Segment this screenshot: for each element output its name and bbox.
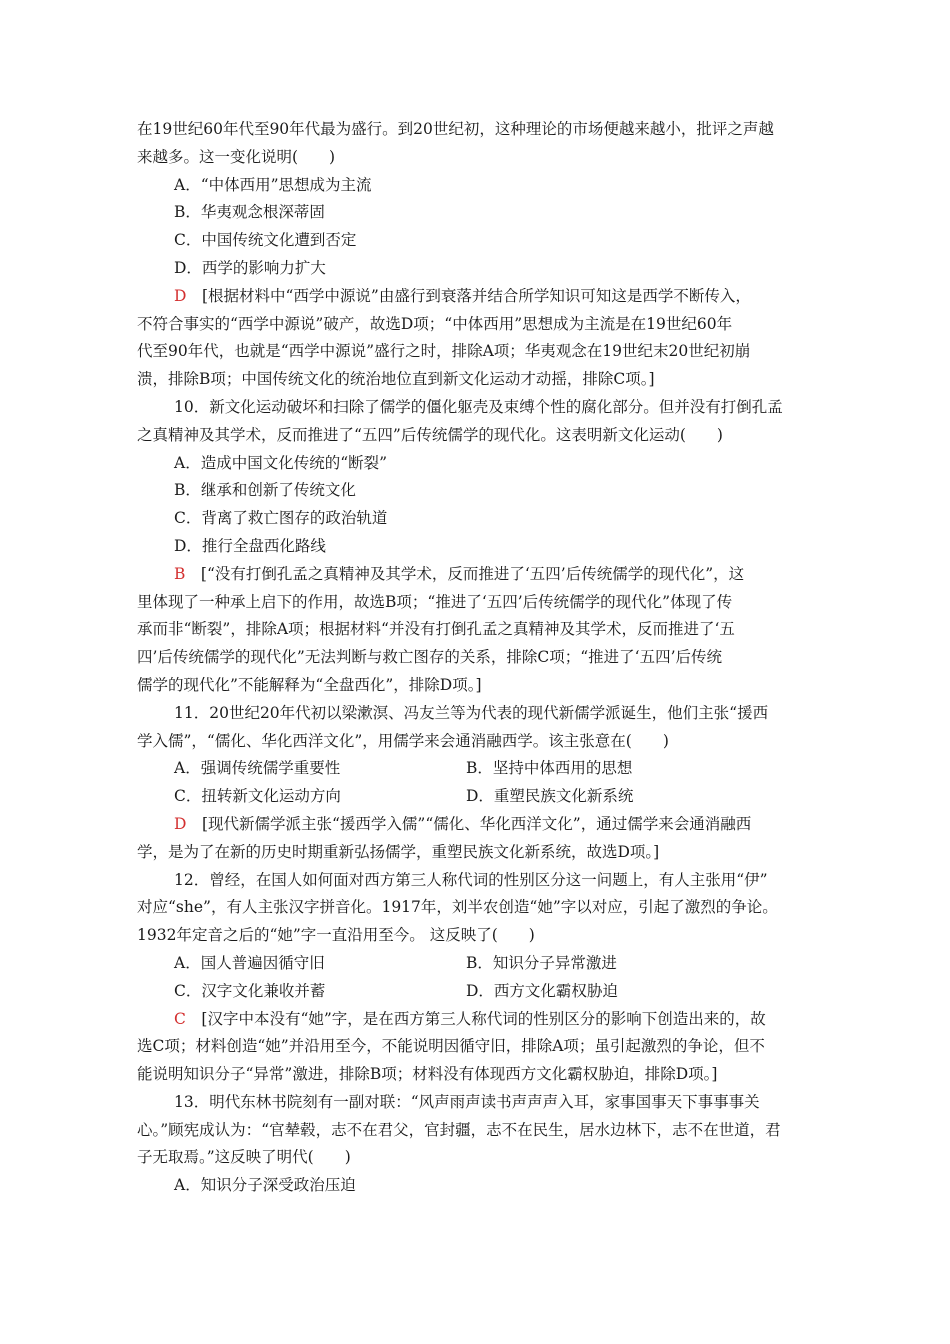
explanation-line: 四’后传统儒学的现代化”无法判断与救亡图存的关系，排除C项；“推进了‘五四’后传统 [137,648,722,667]
option-d: D．推行全盘西化路线 [174,536,326,555]
option-d: D．西学的影响力扩大 [174,258,326,277]
explanation-line: D [根据材料中“西学中源说”由盛行到衰落并结合所学知识可知这是西学不断传入， [174,286,751,305]
option-a: A．“中体西用”思想成为主流 [174,175,372,194]
question-11 [137,700,827,867]
question-stem-line: 在19世纪60年代至90年代最为盛行。到20世纪初，这种理论的市场便越来越小，批评之声越 [137,120,774,138]
explanation-line: 选C项；材料创造“她”并沿用至今，不能说明因循守旧，排除A项；虽引起激烈的争论，但不 [137,1037,765,1056]
explanation-line: 不符合事实的“西学中源说”破产，故选D项；“中体西用”思想成为主流是在19世纪60年 [137,314,733,333]
document-page [137,116,827,1200]
explanation-line: B [“没有打倒孔孟之真精神及其学术，反而推进了‘五四’后传统儒学的现代化”，这 [174,564,745,583]
question-stem-line: 对应“she”，有人主张汉字拼音化。1917年，刘半农创造“她”字以对应，引起了激烈的争论。 [137,898,778,917]
answer-letter: D [174,286,187,305]
question-stem-line: 学入儒”，“儒化、华化西洋文化”，用儒学来会通消融西学。该主张意在( ) [137,731,669,750]
answer-letter: C [174,1009,186,1028]
explanation-line: 承而非“断裂”，排除A项；根据材料“并没有打倒孔孟之真精神及其学术，反而推进了‘五 [137,620,735,639]
option-c: C．汉字文化兼收并蓄 [174,981,326,1000]
explanation-line: 溃，排除B项；中国传统文化的统治地位直到新文化运动才动摇，排除C项。] [137,370,655,389]
option-d: D．重塑民族文化新系统 [466,787,634,806]
explanation-line: 代至90年代，也就是“西学中源说”盛行之时，排除A项；华夷观念在19世纪末20世纪初崩 [137,342,751,361]
options-row [137,755,827,783]
options-row [137,783,827,811]
option-d: D．西方文化霸权胁迫 [466,981,618,1000]
option-b: B．华夷观念根深蒂固 [174,203,325,222]
question-12 [137,867,827,1089]
question-stem-line: 心。”顾宪成认为：“官辇毂，志不在君父，官封疆，志不在民生，居水边林下，志不在世道，君 [137,1120,781,1139]
explanation-line: C [汉字中本没有“她”字，是在西方第三人称代词的性别区分的影响下创造出来的，故 [174,1009,766,1028]
option-b: B．坚持中体西用的思想 [466,759,633,778]
question-stem-line: 13．明代东林书院刻有一副对联：“风声雨声读书声声声入耳，家事国事天下事事事关 [174,1092,760,1111]
option-b: B．知识分子异常激进 [466,953,617,972]
option-b: B．继承和创新了传统文化 [174,481,356,500]
options-row [137,950,827,978]
option-c: C．扭转新文化运动方向 [174,787,341,806]
option-a: A．造成中国文化传统的“断裂” [174,453,388,472]
question-stem-line: 来越多。这一变化说明( ) [137,147,336,166]
answer-letter: B [174,564,186,583]
explanation-line: 学，是为了在新的历史时期重新弘扬儒学，重塑民族文化新系统，故选D项。] [137,842,660,861]
question-stem-line: 之真精神及其学术，反而推进了“五四”后传统儒学的现代化。这表明新文化运动( ) [137,425,723,444]
question-stem-line: 12．曾经，在国人如何面对西方第三人称代词的性别区分这一问题上，有人主张用“伊” [174,870,768,889]
option-a: A．知识分子深受政治压迫 [174,1176,356,1195]
question-10 [137,394,827,700]
explanation-line: 能说明知识分子“异常”激进，排除B项；材料没有体现西方文化霸权胁迫，排除D项。] [137,1065,718,1084]
option-c: C．中国传统文化遭到否定 [174,231,357,250]
question-9 [137,116,827,394]
option-a: A．国人普遍因循守旧 [174,953,325,972]
question-13 [137,1089,827,1200]
answer-letter: D [174,814,187,833]
option-a: A．强调传统儒学重要性 [174,759,341,778]
question-stem-line: 子无取焉。”这反映了明代( ) [137,1148,351,1167]
question-stem-line: 10．新文化运动破坏和扫除了儒学的僵化躯壳及束缚个性的腐化部分。但并没有打倒孔孟 [174,397,783,416]
question-stem-line: 1932年定音之后的“她”字一直沿用至今。 这反映了( ) [137,926,535,945]
question-stem-line: 11．20世纪20年代初以梁漱溟、冯友兰等为代表的现代新儒学派诞生，他们主张“援西 [174,703,769,722]
option-c: C．背离了救亡图存的政治轨道 [174,509,388,528]
explanation-line: 里体现了一种承上启下的作用，故选B项；“推进了‘五四’后传统儒学的现代化”体现了传 [137,592,733,611]
explanation-line: D [现代新儒学派主张“援西学入儒”“儒化、华化西洋文化”，通过儒学来会通消融西 [174,814,752,833]
explanation-line: 儒学的现代化”不能解释为“全盘西化”，排除D项。] [137,675,482,694]
options-row [137,978,827,1006]
